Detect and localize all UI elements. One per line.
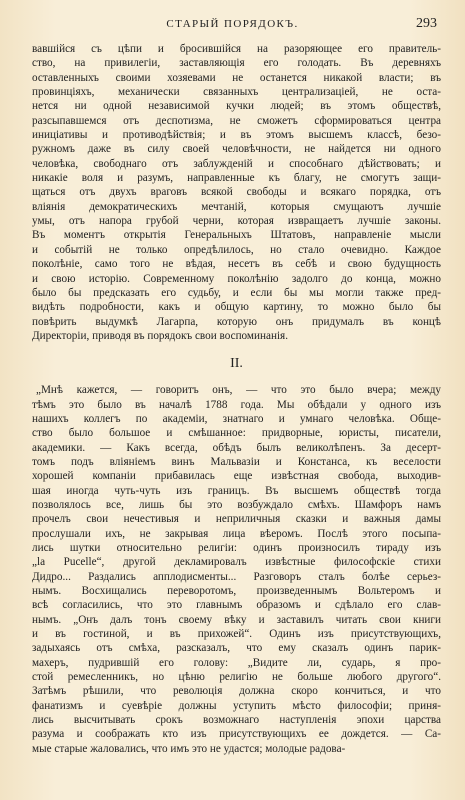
text-line: фанатизмъ и суевѣріе должны уступить мѣсто философіи; приня- — [32, 699, 441, 712]
text-line: иниціативы и противодѣйствія; и въ этомъ высшемъ классѣ, безо- — [32, 129, 441, 142]
text-line: Въ моментъ открытія Генеральныхъ Штатовъ, направленіе мысли — [32, 229, 441, 242]
running-title: СТАРЫЙ ПОРЯДОКЪ. — [166, 18, 299, 30]
text-line: стой ремесленникъ, но цѣню религію не больше любого другого“. — [32, 671, 441, 684]
text-line: томъ подъ вліяніемъ винъ Мальвазіи и Констанса, къ веселости — [32, 455, 441, 468]
text-line: и свою исторію. Современному поколѣнію задолго до конца, можно — [32, 272, 441, 285]
paragraph-continuation — [32, 42, 441, 343]
text-line: прослушали ихъ, не закрывая лица вѣеромъ. Послѣ этого посыпа- — [32, 527, 441, 540]
text-line: шая иногда чуть-чуть изъ границъ. Въ высшемъ обществѣ тогда — [32, 484, 441, 497]
text-line: мые старые жаловались, что имъ это не удастся; молодые радова- — [32, 742, 346, 755]
text-line: было бы предсказать его судьбу, и если бы мы могли также пред- — [32, 286, 441, 299]
text-line: нымъ. „Онъ далъ тонъ своему вѣку и заставилъ читать свои книги — [32, 613, 441, 626]
text-line: Дидро... Раздались апплодисменты... Разговоръ сталъ болѣе серьез- — [32, 570, 441, 583]
text-line: задыхаясь отъ смѣха, разсказалъ, что ему сказалъ одинъ парик- — [32, 642, 441, 655]
text-line: оставленныхъ своими хозяевами не останется никакой власти; въ — [32, 71, 441, 84]
page-number: 293 — [416, 16, 437, 31]
text-line: поколѣніе, само того не вѣдая, несетъ въ себѣ и свою будущность — [32, 258, 441, 271]
text-line: лись высчитывать срокъ возможнаго наступленія эпохи царства — [32, 714, 441, 727]
text-line: вавшійся съ цѣпи и бросившійся на разоряющее его правитель- — [32, 43, 441, 55]
text-line: „Мнѣ кажется, — говоритъ онъ, — что это было вчера; между — [36, 384, 441, 397]
text-line: вліянія демократическихъ мечтаній, которыя смущаютъ лучшіе — [32, 200, 441, 213]
text-line: никакіе воля и разумъ, направленные къ благу, не смогутъ защи- — [32, 172, 441, 185]
text-line: лись шутки относительно религіи: одинъ произносилъ тираду изъ — [32, 542, 441, 554]
text-line: нашихъ коллегъ по академіи, знатнаго и умнаго человѣка. Обще- — [32, 412, 441, 425]
text-line: позволялось все, лишь бы это возбуждало смѣхъ. Шамфоръ намъ — [32, 498, 441, 511]
text-line: провинціяхъ, механически связанныхъ централизаціей, не оста- — [32, 86, 441, 99]
text-line: махеръ, пудрившій его голову: „Видите ли, сударь, я про- — [32, 656, 441, 669]
text-line: Затѣмъ рѣшили, что революція должна скоро кончиться, и что — [32, 685, 441, 698]
text-line: повѣрить выдумкѣ Лагарпа, которую онъ придумалъ въ концѣ — [32, 315, 441, 328]
text-line: и событій не только опредѣлилось, но стало очевидно. Каждое — [32, 243, 441, 256]
text-line: хорошей компаніи прибавилась еще извѣстная свобода, выходив- — [32, 470, 441, 483]
text-line: нется ни одной независимой кучки людей; въ этомъ обществѣ, — [32, 100, 441, 113]
text-line: академики. — Какъ всегда, обѣдъ былъ великолѣпенъ. За десерт- — [32, 441, 441, 454]
text-line: „la Pucelle“, другой декламировалъ извѣстные философскіе стихи — [32, 556, 441, 569]
text-line: человѣка, свободнаго отъ заблужденій и способнаго дѣйствовать; и — [32, 157, 441, 170]
text-line: разума и соображать кто изъ присутствующихъ ее дождется. — Са- — [32, 728, 441, 741]
text-line: и въ гостиной, и въ прихожей“. Одинъ изъ присутствующихъ, — [32, 628, 441, 641]
text-line: видѣть подробности, какъ и общую картину, то можно было бы — [32, 301, 441, 314]
text-line: ство, на привилегіи, заставляющія его голодать. Въ деревняхъ — [32, 57, 441, 70]
section-heading: II. — [230, 356, 243, 372]
text-line: прочелъ свои нечестивыя и неприличныя сказки и важныя дамы — [32, 513, 441, 526]
text-line: Директоріи, приводя въ порядокъ свои воспоминанія. — [32, 329, 288, 342]
text-line: ружномъ даже въ силу своей человѣчности, не найдется ни одного — [32, 143, 441, 156]
body-text — [32, 42, 441, 756]
text-line: тѣмъ это было въ началѣ 1788 года. Мы обѣдали у одного изъ — [32, 398, 441, 411]
text-line: щаться отъ двухъ враговъ всякой свободы и всякаго порядка, отъ — [32, 186, 441, 199]
text-line: умы, отъ напора грубой черни, которая извращаетъ лучшіе законы. — [32, 215, 441, 228]
paragraph-quotation — [32, 383, 441, 756]
text-line: ство было большое и смѣшанное: придворные, юристы, писатели, — [32, 427, 441, 440]
text-line: всѣ согласились, что это главнымъ образомъ и сдѣлало его слав- — [32, 599, 441, 612]
text-line: разсыпавшемся отъ деспотизма, не сможетъ сформироваться центра — [32, 114, 441, 127]
page-header — [22, 18, 443, 34]
text-line: нымъ. Восхищались переворотомъ, произведеннымъ Вольтеромъ и — [32, 585, 441, 598]
